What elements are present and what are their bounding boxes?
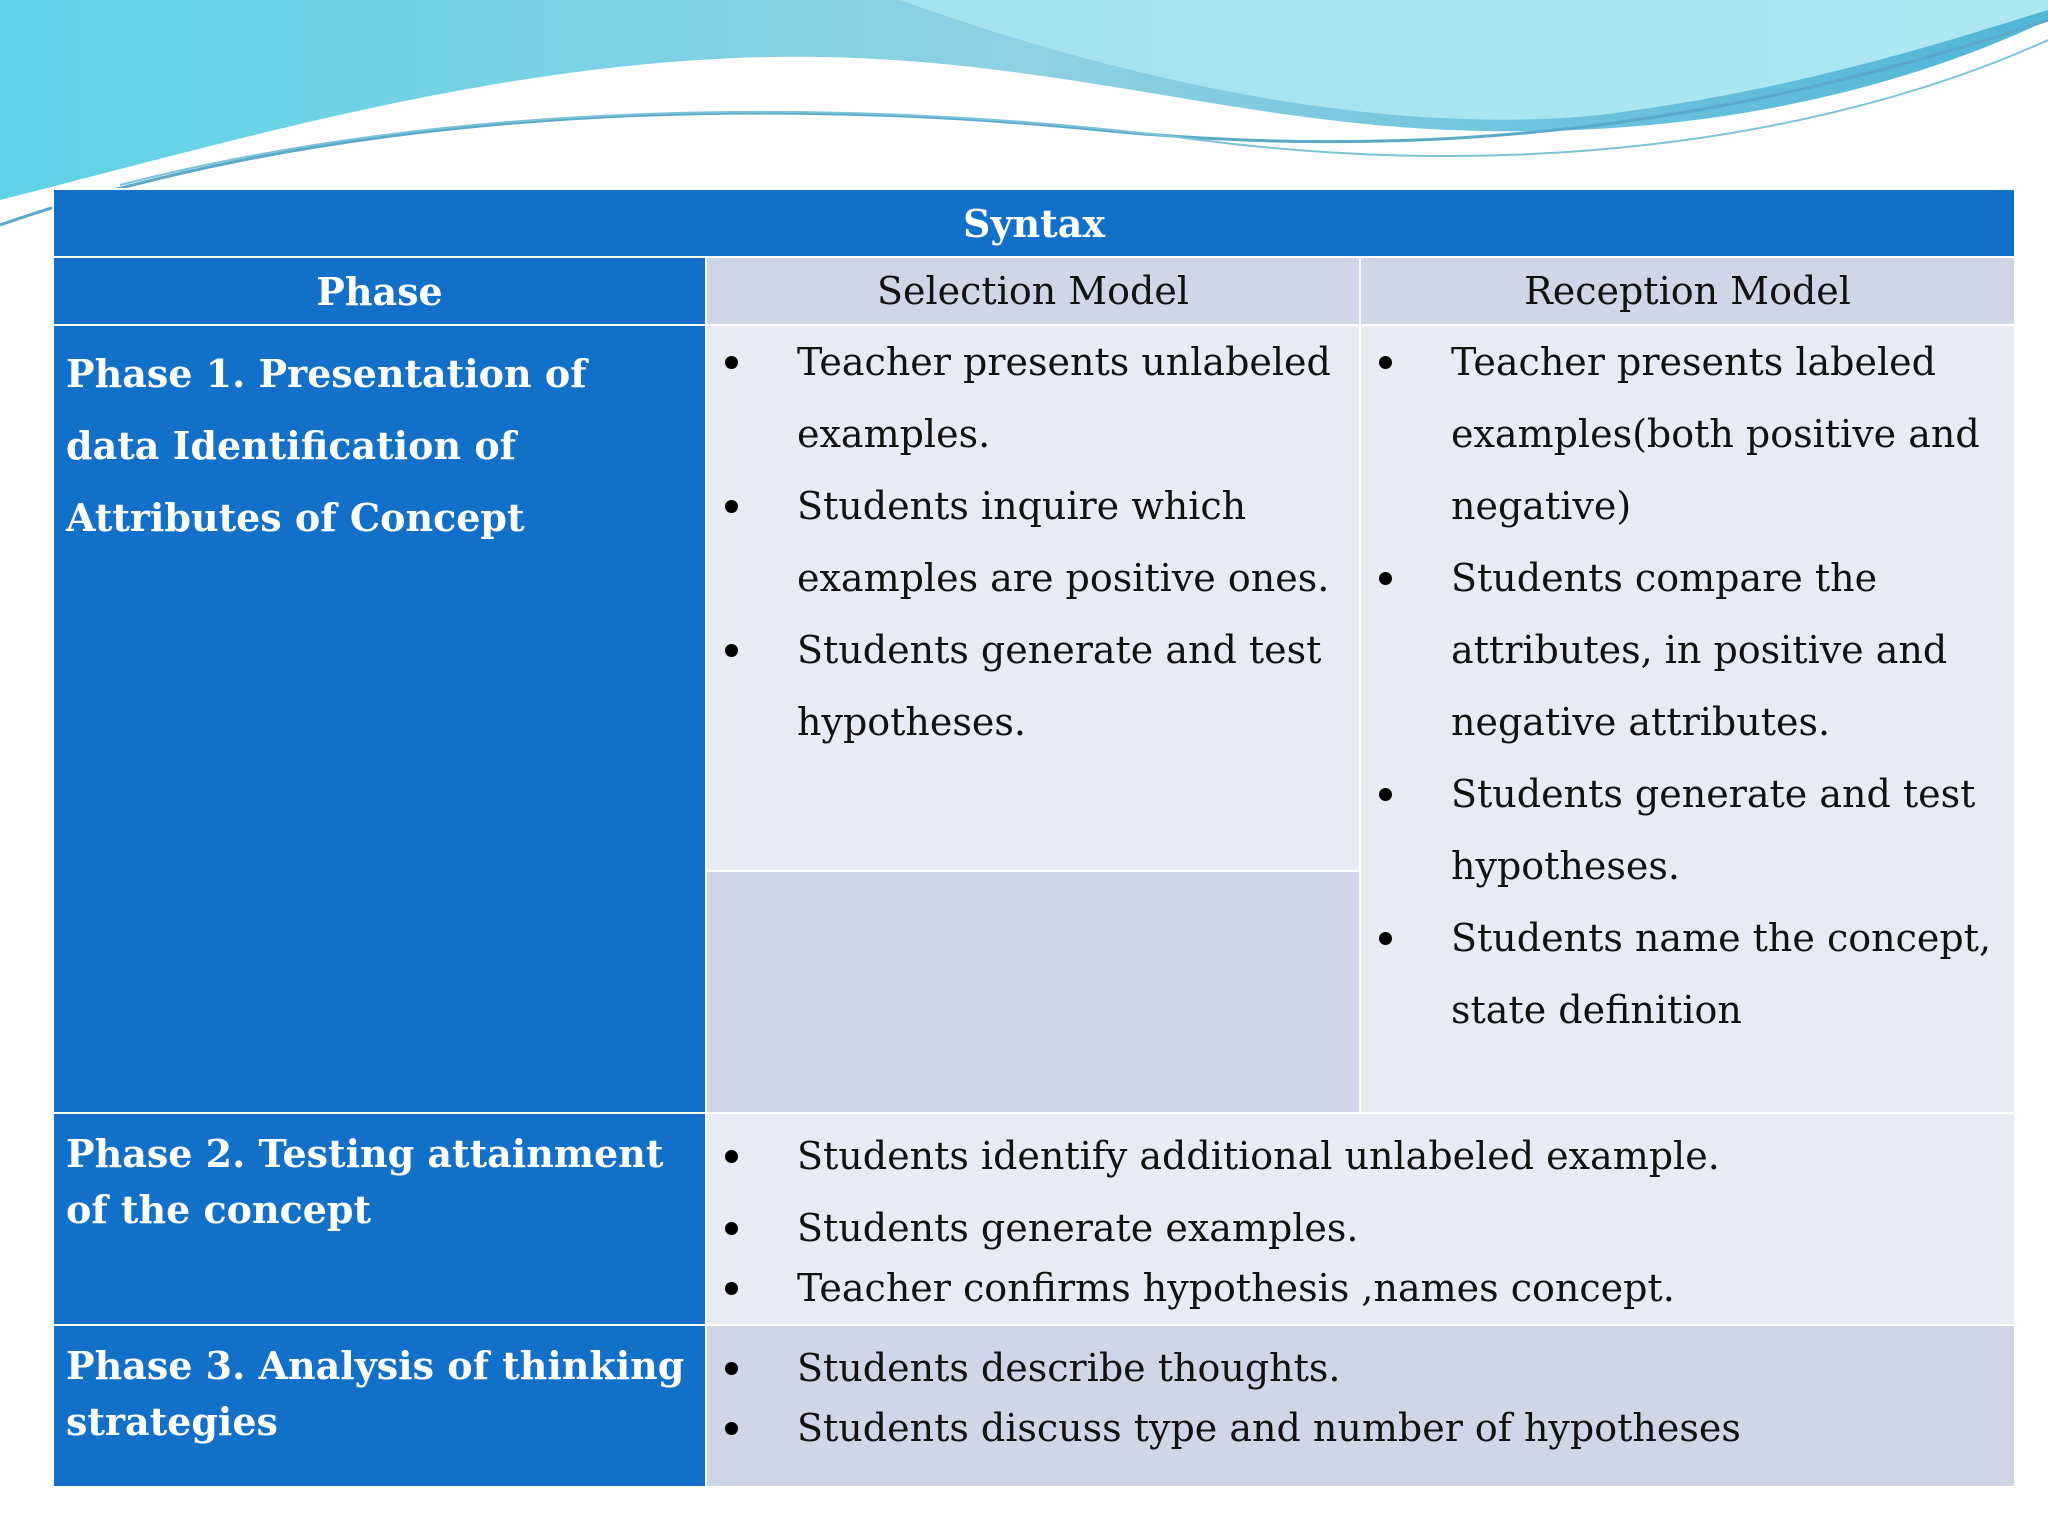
syntax-table: [52, 188, 2016, 1488]
phase-1-label: Phase 1. Presentation of data Identification of Attributes of Concept: [66, 351, 587, 540]
list-item: Students generate examples.: [707, 1198, 2014, 1258]
bullet-icon: [1379, 788, 1392, 801]
reception-model-header: Reception Model: [1360, 257, 2015, 325]
phase-3-cell: [53, 1325, 706, 1487]
selection-model-header: Selection Model: [706, 257, 1360, 325]
phase-1-reception-list: [1361, 326, 2014, 1046]
bullet-icon: [725, 1362, 738, 1375]
list-item: Students describe thoughts.: [707, 1338, 2014, 1398]
bullet-icon: [1379, 356, 1392, 369]
list-item: Teacher presents labeled examples(both positive and negative): [1361, 326, 2014, 542]
list-item: Students name the concept, state definition: [1361, 902, 2014, 1046]
list-item: Teacher presents unlabeled examples.: [707, 326, 1359, 470]
bullet-icon: [725, 500, 738, 513]
phase-1-selection-list: [707, 326, 1359, 758]
phase-2-list: [707, 1114, 2014, 1318]
bullet-icon: [725, 1422, 738, 1435]
list-item: Students discuss type and number of hypotheses: [707, 1398, 2014, 1458]
phase-1-selection-cell: [706, 325, 1360, 871]
phase-2-content-cell: [706, 1113, 2015, 1325]
bullet-icon: [725, 644, 738, 657]
bullet-icon: [725, 1150, 738, 1163]
list-item: Students inquire which examples are positive ones.: [707, 470, 1359, 614]
phase-3-label: Phase 3. Analysis of thinking strategies: [66, 1343, 685, 1444]
phase-2-label: Phase 2. Testing attainment of the concept: [66, 1131, 664, 1232]
list-item: Students identify additional unlabeled example.: [707, 1126, 2014, 1186]
phase-3-list: [707, 1326, 2014, 1458]
list-item: Students compare the attributes, in positive and negative attributes.: [1361, 542, 2014, 758]
bullet-icon: [1379, 572, 1392, 585]
phase-3-content-cell: [706, 1325, 2015, 1487]
phase-column-header: Phase: [53, 257, 706, 325]
bullet-icon: [1379, 932, 1392, 945]
list-item: Teacher confirms hypothesis ,names concept.: [707, 1258, 2014, 1318]
phase-1-cell: [53, 325, 706, 1113]
list-item: Students generate and test hypotheses.: [707, 614, 1359, 758]
phase-2-cell: [53, 1113, 706, 1325]
bullet-icon: [725, 1282, 738, 1295]
table-title: Syntax: [53, 189, 2015, 257]
bullet-icon: [725, 1222, 738, 1235]
empty-cell: [706, 871, 1360, 1113]
phase-1-reception-cell: [1360, 325, 2015, 1113]
bullet-icon: [725, 356, 738, 369]
list-item: Students generate and test hypotheses.: [1361, 758, 2014, 902]
